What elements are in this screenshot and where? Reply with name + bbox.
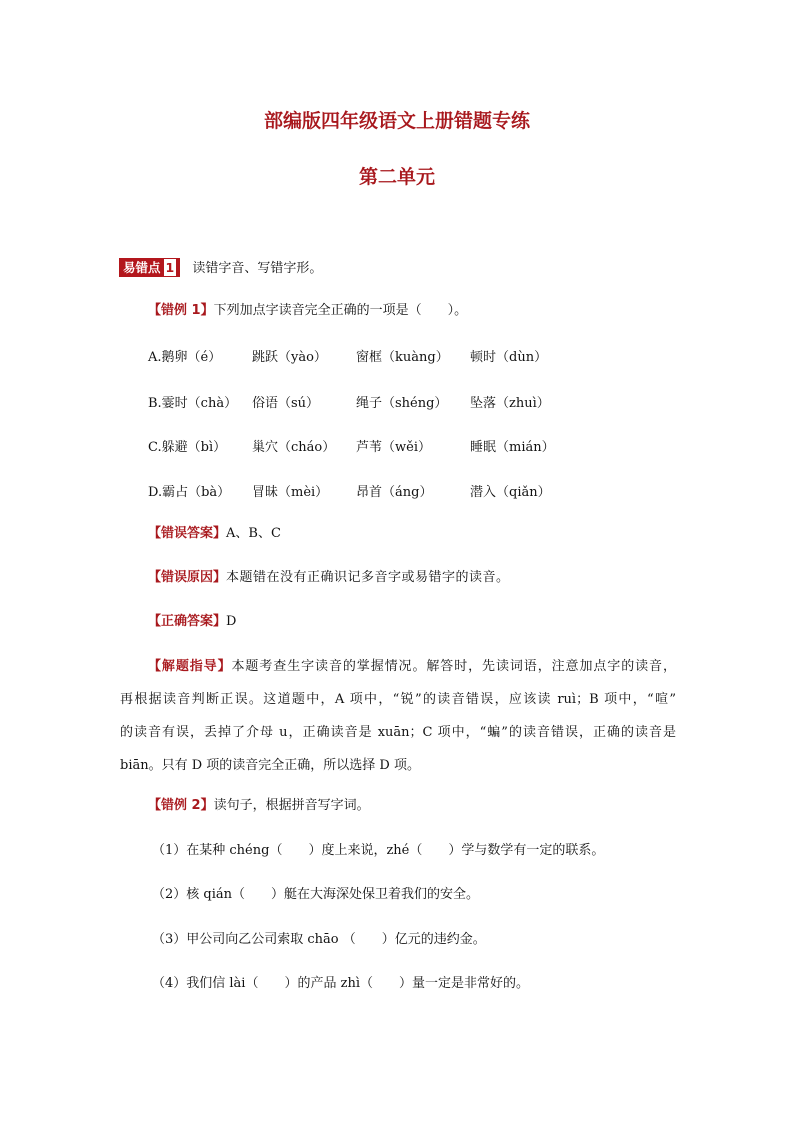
- correct-answer-label: 【正确答案】: [148, 614, 227, 629]
- correct-answer: [148, 613, 236, 631]
- option-a-3: 窗框（kuàng）: [356, 350, 449, 365]
- mistake-point-heading: [119, 258, 322, 278]
- option-c-3: 芦苇（wěi）: [356, 440, 431, 455]
- example2-item-2: （2）核 qián（ ）艇在大海深处保卫着我们的安全。: [152, 887, 480, 902]
- guide-line-2: 再根据读音判断正误。这道题中，A 项中，“锐”的读音错误，应该读 ruì；B 项中，“喧”: [120, 692, 676, 707]
- solution-guide: [120, 650, 676, 782]
- example2-question-text: 读句子，根据拼音写字词。: [213, 798, 370, 813]
- option-d-1: D.霸占（bà）: [148, 485, 231, 500]
- wrong-answer-label: 【错误答案】: [148, 526, 227, 541]
- example1-question-text: 下列加点字读音完全正确的一项是（ ）。: [213, 303, 468, 318]
- option-d-4: 潜入（qiǎn）: [470, 485, 551, 500]
- option-a-1: A.鹅卵（é）: [148, 350, 222, 365]
- guide-line-1: [120, 650, 676, 683]
- wrong-reason-text: 本题错在没有正确识记多音字或易错字的读音。: [226, 570, 510, 585]
- badge-label: 易错点: [123, 260, 161, 275]
- option-c-2: 巢穴（cháo）: [252, 440, 336, 455]
- option-b-4: 坠落（zhuì）: [470, 396, 550, 411]
- example2-label: 【错例 2】: [148, 798, 214, 813]
- example2-item-3: （3）甲公司向乙公司索取 chāo （ ）亿元的违约金。: [152, 932, 486, 947]
- example2-item-4: （4）我们信 lài（ ）的产品 zhì（ ）量一定是非常好的。: [152, 976, 529, 991]
- option-b-3: 绳子（shéng）: [356, 396, 448, 411]
- option-d-2: 冒昧（mèi）: [252, 485, 329, 500]
- mistake-point-text: 读错字音、写错字形。: [192, 261, 323, 276]
- badge-number: 1: [165, 260, 175, 275]
- guide-line-4: biān。只有 D 项的读音完全正确，所以选择 D 项。: [120, 758, 420, 773]
- wrong-reason: [148, 569, 510, 587]
- example1-label: 【错例 1】: [148, 303, 214, 318]
- option-b-2: 俗语（sú）: [252, 396, 320, 411]
- guide-line-3: 的读音有误，丢掉了介母 u，正确读音是 xuān；C 项中，“蝙”的读音错误，正确的读音是: [120, 725, 676, 740]
- option-a-4: 顿时（dùn）: [470, 350, 548, 365]
- wrong-answer: [148, 525, 281, 543]
- unit-title: 第二单元: [358, 166, 435, 188]
- correct-answer-text: D: [226, 614, 237, 629]
- wrong-reason-label: 【错误原因】: [148, 570, 227, 585]
- option-d-3: 昂首（áng）: [356, 485, 433, 500]
- option-b-1: B.霎时（chà）: [148, 396, 238, 411]
- mistake-point-badge: [119, 258, 180, 277]
- example2-item-1: （1）在某种 chéng（ ）度上来说，zhé（ ）学与数学有一定的联系。: [152, 843, 605, 858]
- guide-label: 【解题指导】: [148, 659, 232, 674]
- example2-question: [148, 797, 370, 815]
- option-c-4: 睡眠（mián）: [470, 440, 555, 455]
- guide-line-1-text: 本题考查生字读音的掌握情况。解答时，先读词语，注意加点字的读音，: [231, 659, 676, 674]
- option-a-2: 跳跃（yào）: [252, 350, 327, 365]
- wrong-answer-text: A、B、C: [226, 526, 281, 541]
- example1-question: [148, 302, 467, 320]
- document-title: 部编版四年级语文上册错题专练: [263, 110, 530, 132]
- option-c-1: C.躲避（bì）: [148, 440, 227, 455]
